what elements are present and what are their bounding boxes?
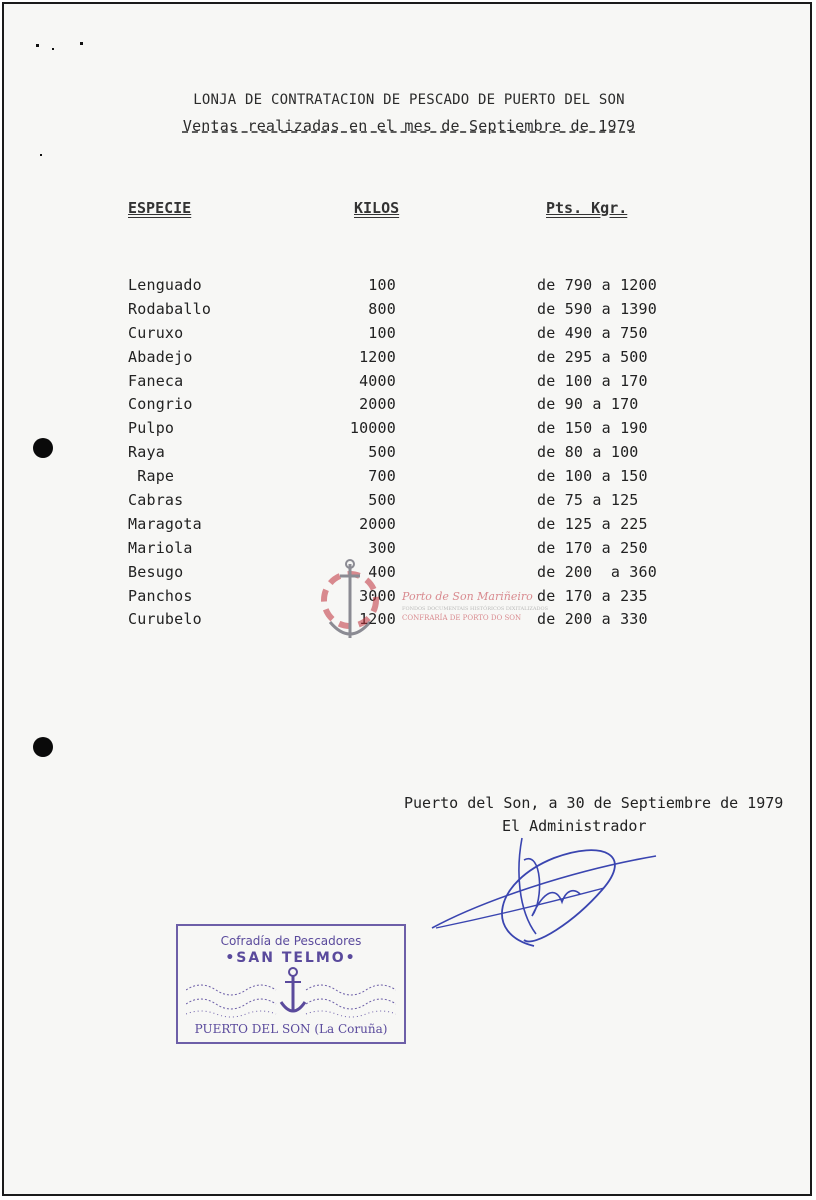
kilos-cell: 400 [368, 562, 396, 581]
punch-hole-bottom [33, 737, 53, 757]
header-species: ESPECIE [128, 199, 192, 217]
species-cell: Rodaballo [128, 299, 212, 318]
kilos-cell: 2000 [359, 395, 396, 414]
signature [424, 830, 664, 960]
kilos-cell: 3000 [359, 586, 396, 605]
table-row [4, 443, 814, 467]
species-cell: Panchos [128, 586, 193, 605]
kilos-cell: 700 [368, 467, 396, 486]
watermark-subtitle: FONDOS DOCUMENTAIS HISTÓRICOS DIXITALIZADOS [402, 606, 548, 612]
table-row [4, 491, 814, 515]
table-row [4, 419, 814, 443]
kilos-cell: 800 [368, 299, 396, 318]
anchor-lifebuoy-icon [316, 556, 386, 648]
price-cell: de 200 a 330 [537, 610, 648, 629]
kilos-cell: 500 [368, 491, 396, 510]
speck [40, 154, 42, 156]
stamp-line-3: PUERTO DEL SON (La Coruña) [194, 1022, 388, 1036]
administrator-label: El Administrador [502, 817, 647, 835]
species-cell: Mariola [128, 538, 193, 557]
price-cell: de 590 a 1390 [537, 299, 657, 318]
kilos-cell: 300 [368, 538, 396, 557]
species-cell: Abadejo [128, 347, 193, 366]
document-page [2, 2, 812, 1196]
kilos-cell: 10000 [349, 419, 396, 438]
speck [52, 48, 54, 50]
price-cell: de 80 a 100 [537, 443, 639, 462]
price-cell: de 790 a 1200 [537, 276, 657, 294]
table-row [4, 300, 814, 324]
header-kilos: KILOS [354, 199, 400, 217]
price-cell: de 125 a 225 [537, 514, 648, 533]
document-subtitle: Ventas realizadas en el mes de Septiembre de 1979 [182, 117, 636, 135]
cofradia-stamp [176, 924, 406, 1044]
watermark-brand: Porto de Son Mariñeiro [402, 590, 533, 603]
price-cell: de 200 a 360 [537, 562, 657, 581]
table-row [4, 348, 814, 372]
species-cell: Lenguado [128, 276, 202, 294]
price-cell: de 295 a 500 [537, 347, 648, 366]
anchor-icon [278, 966, 308, 1020]
kilos-cell: 100 [368, 276, 396, 294]
species-cell: Rape [128, 467, 175, 486]
archive-watermark [316, 556, 548, 648]
watermark-org: CONFRARÍA DE PORTO DO SON [402, 614, 522, 622]
species-cell: Faneca [128, 371, 184, 390]
price-cell: de 170 a 250 [537, 538, 648, 557]
date-line: Puerto del Son, a 30 de Septiembre de 1979 [404, 794, 784, 812]
kilos-cell: 4000 [359, 371, 396, 390]
price-cell: de 150 a 190 [537, 419, 648, 438]
species-cell: Pulpo [128, 419, 175, 438]
document-title: LONJA DE CONTRATACION DE PESCADO DE PUERTO DEL SON [193, 92, 625, 108]
kilos-cell: 2000 [359, 514, 396, 533]
kilos-cell: 1200 [359, 347, 396, 366]
price-cell: de 490 a 750 [537, 323, 648, 342]
kilos-cell: 100 [368, 323, 396, 342]
table-row [4, 372, 814, 396]
table-row [4, 515, 814, 539]
price-cell: de 75 a 125 [537, 491, 639, 510]
stamp-line-2: •SAN TELMO• [225, 950, 357, 966]
table-row [4, 324, 814, 348]
species-cell: Curubelo [128, 610, 202, 629]
price-cell: de 100 a 170 [537, 371, 648, 390]
species-cell: Cabras [128, 491, 184, 510]
price-cell: de 170 a 235 [537, 586, 648, 605]
species-cell: Curuxo [128, 323, 184, 342]
species-cell: Besugo [128, 562, 184, 581]
header-price: Pts. Kgr. [546, 199, 628, 217]
speck [36, 44, 39, 47]
table-row [4, 395, 814, 419]
stamp-line-1: Cofradía de Pescadores [220, 934, 362, 948]
species-cell: Maragota [128, 514, 202, 533]
price-cell: de 100 a 150 [537, 467, 648, 486]
species-cell: Congrio [128, 395, 193, 414]
speck [80, 42, 83, 45]
species-cell: Raya [128, 443, 165, 462]
price-cell: de 90 a 170 [537, 395, 639, 414]
table-row [4, 467, 814, 491]
kilos-cell: 1200 [359, 610, 396, 629]
kilos-cell: 500 [368, 443, 396, 462]
table-row [4, 276, 814, 300]
